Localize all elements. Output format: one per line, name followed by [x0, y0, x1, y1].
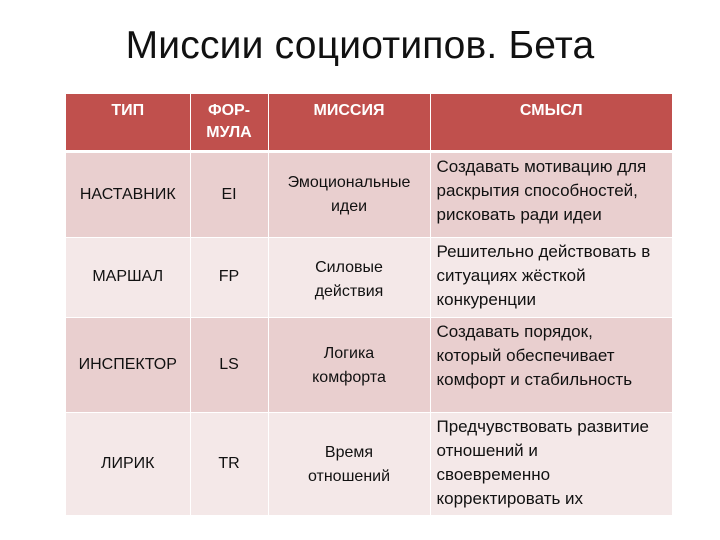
- header-type-label: ТИП: [111, 102, 145, 119]
- meaning-line: Решительно действовать в: [436, 241, 651, 261]
- header-formula: [190, 94, 268, 151]
- header-meaning-label: СМЫСЛ: [519, 102, 583, 119]
- cell-meaning: [430, 151, 672, 237]
- meaning-line: Создавать мотивацию для: [436, 156, 647, 176]
- meaning-line: рисковать ради идеи: [436, 204, 602, 224]
- meaning-line: Создавать порядок,: [436, 321, 593, 341]
- cell-type: МАРШАЛ: [66, 237, 190, 317]
- cell-mission: [268, 237, 430, 317]
- table-row: [66, 237, 672, 317]
- cell-meaning: [430, 237, 672, 317]
- mission-line: действия: [314, 282, 384, 300]
- slide-title: Миссии социотипов. Бета: [125, 24, 595, 67]
- meaning-line: ситуациях жёсткой: [436, 265, 586, 285]
- header-mission-label: МИССИЯ: [313, 102, 385, 119]
- table-row: [66, 412, 672, 515]
- cell-type: ЛИРИК: [66, 412, 190, 515]
- cell-type: ИНСПЕКТОР: [66, 317, 190, 412]
- mission-line: Логика: [323, 344, 375, 362]
- cell-formula: LS: [190, 317, 268, 412]
- missions-table: [66, 94, 672, 516]
- cell-formula: TR: [190, 412, 268, 515]
- meaning-line: комфорт и стабильность: [436, 369, 633, 389]
- header-formula-line-1: ФОР-: [207, 102, 251, 119]
- cell-mission: [268, 412, 430, 515]
- meaning-line: Предчувствовать развитие: [436, 416, 650, 436]
- mission-line: комфорта: [312, 368, 386, 386]
- mission-line: Силовые: [315, 258, 383, 276]
- table-header-row: [66, 94, 672, 151]
- cell-type: НАСТАВНИК: [66, 151, 190, 237]
- cell-mission: [268, 317, 430, 412]
- meaning-line: отношений и: [436, 440, 538, 460]
- header-formula-line-2: МУЛА: [206, 124, 252, 141]
- cell-formula: EI: [190, 151, 268, 237]
- meaning-line: конкуренции: [436, 289, 536, 309]
- cell-formula: FP: [190, 237, 268, 317]
- mission-line: Эмоциональные: [287, 173, 411, 191]
- meaning-line: раскрытия способностей,: [436, 180, 638, 200]
- mission-line: идеи: [330, 197, 368, 215]
- header-type: [66, 94, 190, 151]
- cell-mission: [268, 151, 430, 237]
- meaning-line: своевременно: [436, 464, 551, 484]
- cell-meaning: [430, 412, 672, 515]
- meaning-line: корректировать их: [436, 488, 584, 508]
- mission-line: Время: [324, 443, 374, 461]
- header-mission: [268, 94, 430, 151]
- table-row: [66, 317, 672, 412]
- mission-line: отношений: [307, 467, 391, 485]
- table-row: [66, 151, 672, 237]
- cell-meaning: [430, 317, 672, 412]
- header-meaning: [430, 94, 672, 151]
- meaning-line: который обеспечивает: [436, 345, 615, 365]
